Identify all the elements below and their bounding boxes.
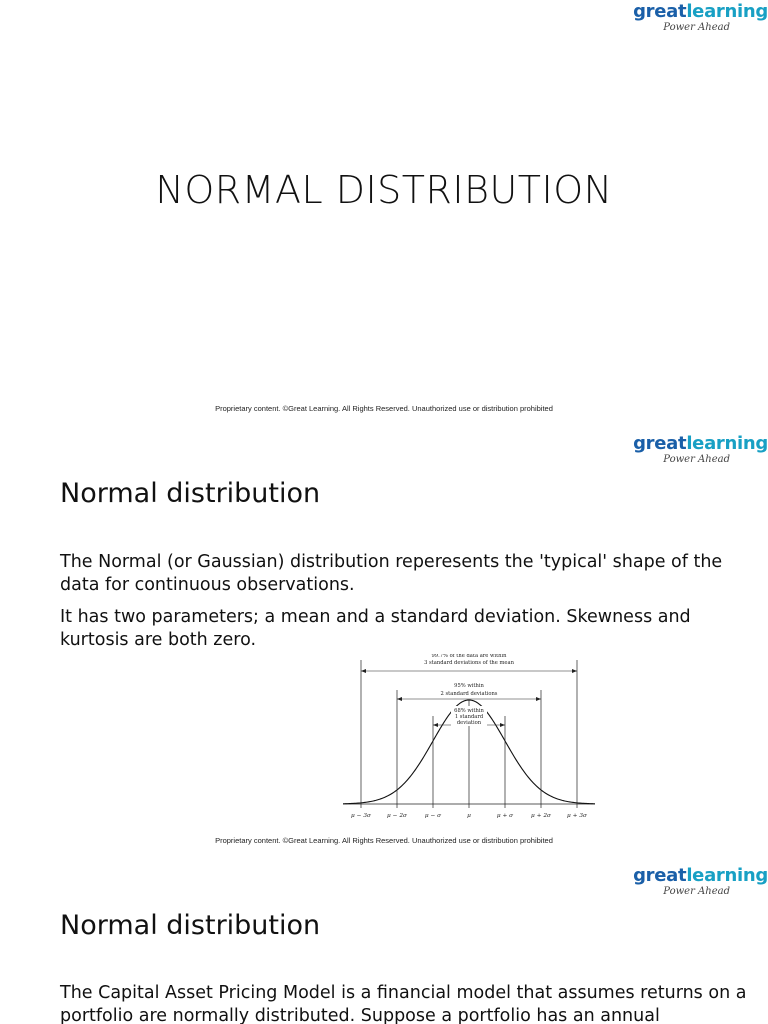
brand-great: great	[633, 1, 687, 22]
annotation-label: 2 standard deviations	[440, 691, 498, 697]
annotation-label: 95% within	[454, 683, 484, 689]
paragraph-2: It has two parameters; a mean and a standard deviation. Skewness and kurtosis are both zero.	[60, 607, 691, 650]
brand-logo	[618, 866, 768, 897]
x-tick-label: μ − σ	[424, 813, 442, 819]
slide-normal-distribution-1	[0, 432, 768, 848]
annotation-label: 68% within	[454, 708, 484, 714]
paragraph-1: The Capital Asset Pricing Model is a financial model that assumes returns on a portfolio are normally distributed. Suppose a portfolio has an annual	[60, 983, 747, 1024]
annotation-label: 99.7% of the data are within	[431, 654, 507, 659]
x-tick-label: μ − 2σ	[387, 813, 407, 819]
brand-wordmark	[618, 2, 768, 22]
arrow-head-left	[361, 669, 366, 673]
brand-learning: learning	[686, 433, 768, 454]
footer-text: Proprietary content. ©Great Learning. All Rights Reserved. Unauthorized use or distribution prohibited	[215, 404, 553, 413]
slide-title-text: NORMAL DISTRIBUTION	[155, 168, 613, 212]
arrow-head-right	[572, 669, 577, 673]
slide-title	[0, 0, 768, 432]
arrow-head-left	[433, 723, 438, 727]
x-tick-label: μ + 3σ	[567, 813, 587, 819]
slide-normal-distribution-2	[0, 848, 768, 1024]
arrow-head-right	[500, 723, 505, 727]
brand-logo	[618, 434, 768, 465]
arrow-head-left	[397, 697, 402, 701]
brand-great: great	[633, 865, 687, 886]
slide-heading: Normal distribution	[60, 910, 321, 941]
chart-svg	[338, 654, 610, 826]
x-tick-label: μ + σ	[496, 813, 514, 819]
brand-great: great	[633, 433, 687, 454]
x-tick-label: μ	[467, 813, 471, 819]
slide-heading: Normal distribution	[60, 478, 321, 509]
x-tick-label: μ − 3σ	[351, 813, 371, 819]
brand-tagline: Power Ahead	[663, 454, 730, 465]
brand-tagline: Power Ahead	[663, 22, 730, 33]
brand-logo	[618, 2, 768, 33]
annotation-label: deviation	[456, 720, 482, 726]
paragraph-1: The Normal (or Gaussian) distribution reperesents the 'typical' shape of the data for continuous observations.	[60, 552, 723, 595]
annotation-label: 1 standard	[454, 714, 484, 720]
brand-wordmark	[618, 434, 768, 454]
normal-distribution-chart	[338, 654, 610, 831]
annotation-label: 3 standard deviations of the mean	[424, 660, 514, 666]
brand-learning: learning	[686, 1, 768, 22]
brand-wordmark	[618, 866, 768, 886]
x-tick-label: μ + 2σ	[531, 813, 551, 819]
arrow-head-right	[536, 697, 541, 701]
brand-learning: learning	[686, 865, 768, 886]
brand-tagline: Power Ahead	[663, 886, 730, 897]
footer-text: Proprietary content. ©Great Learning. All Rights Reserved. Unauthorized use or distribution prohibited	[215, 836, 553, 845]
